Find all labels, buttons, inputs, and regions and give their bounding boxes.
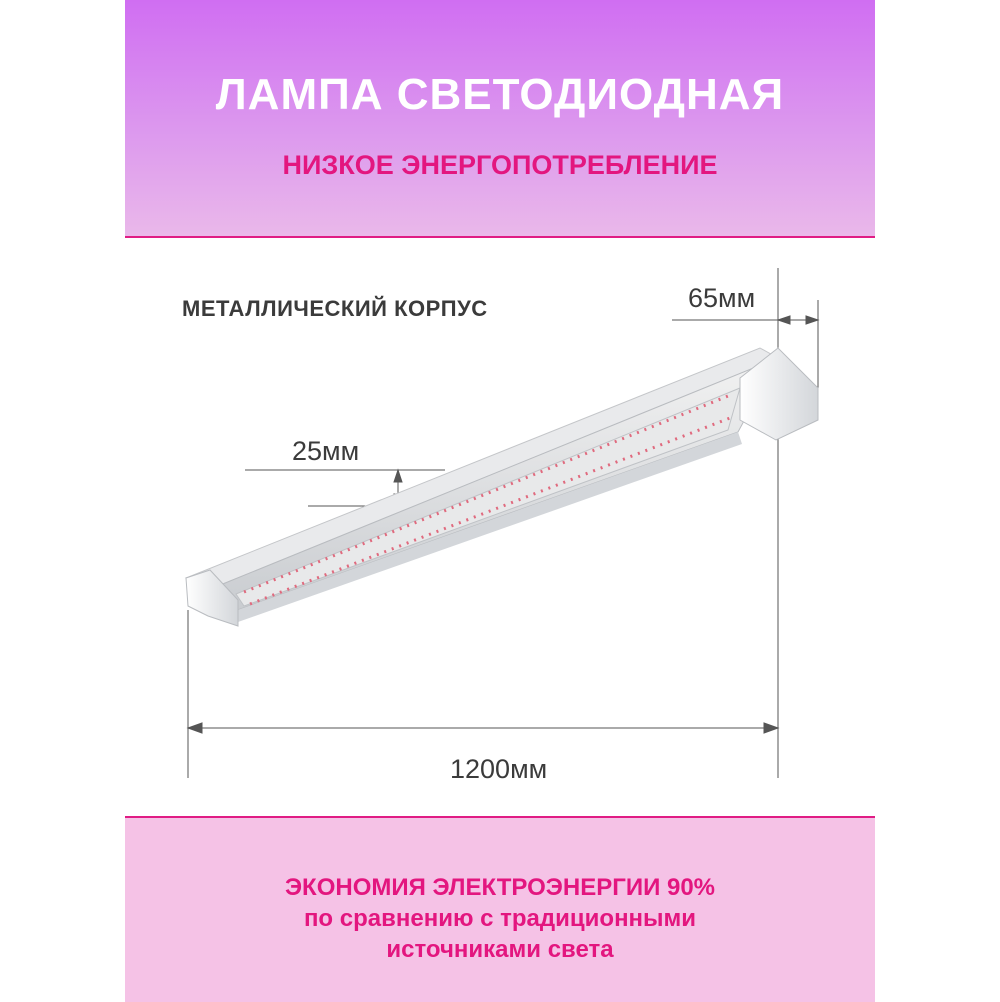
lamp-body (186, 348, 818, 626)
savings-text (125, 872, 875, 965)
dimension-height-label: 25мм (292, 436, 360, 466)
dimension-length-lines (188, 610, 778, 778)
dimension-width-lines (672, 268, 818, 778)
dimension-length-label: 1200мм (450, 754, 548, 784)
feature-label: МЕТАЛЛИЧЕСКИЙ КОРПУС (182, 296, 488, 321)
page-title: ЛАМПА СВЕТОДИОДНАЯ (215, 70, 785, 119)
dimension-width-label: 65мм (688, 283, 756, 313)
page-subtitle: НИЗКОЕ ЭНЕРГОПОТРЕБЛЕНИЕ (282, 150, 718, 180)
savings-line-3: источниками света (386, 936, 614, 963)
savings-line-2: по сравнению с традиционными (303, 905, 697, 932)
savings-line-1: ЭКОНОМИЯ ЭЛЕКТРОЭНЕРГИИ 90% (284, 874, 716, 901)
footer-banner (125, 816, 875, 1002)
